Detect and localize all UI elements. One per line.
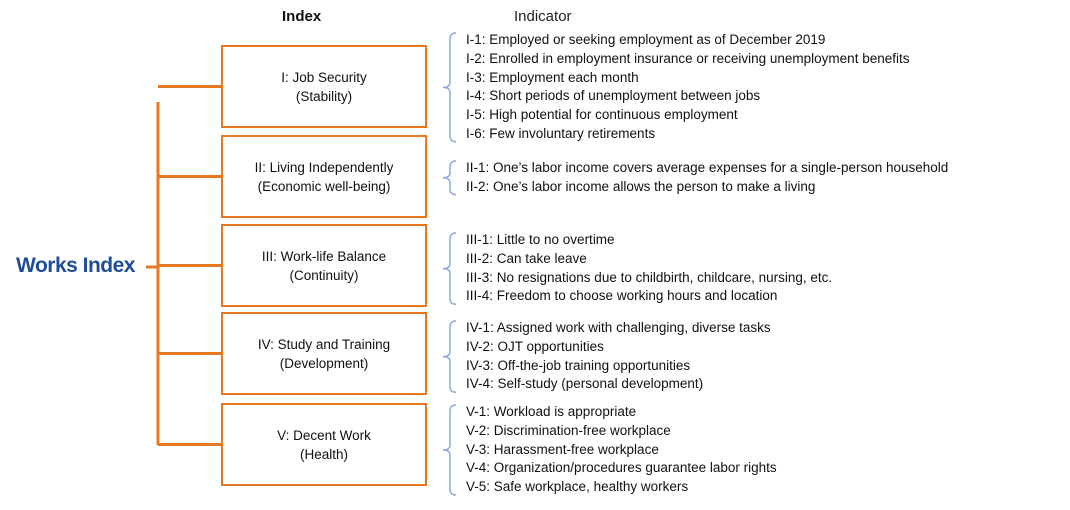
indicator-item: V-2: Discrimination-free workplace: [466, 422, 671, 438]
indicator-item: III-1: Little to no overtime: [466, 232, 615, 247]
indicator-item: IV-4: Self-study (personal development): [466, 376, 704, 392]
indicator-column-header: Indicator: [514, 8, 572, 25]
indicator-item: V-5: Safe workplace, healthy workers: [466, 479, 689, 495]
indicator-item: IV-1: Assigned work with challenging, diverse tasks: [466, 320, 771, 335]
index-subtitle: (Development): [279, 355, 369, 371]
index-title: II: Living Independently: [254, 159, 394, 175]
indicator-item: III-2: Can take leave: [466, 250, 587, 266]
index-subtitle: (Economic well-being): [257, 178, 391, 194]
indicator-brace: [443, 233, 456, 304]
indicator-item: V-4: Organization/procedures guarantee labor rights: [466, 460, 777, 476]
index-title: I: Job Security: [281, 69, 367, 85]
index-box: [221, 45, 427, 128]
index-box: [221, 403, 427, 486]
indicator-group: [466, 319, 771, 394]
index-title: V: Decent Work: [277, 427, 371, 443]
indicator-item: III-4: Freedom to choose working hours and location: [466, 288, 778, 304]
indicator-brace: [443, 161, 456, 195]
index-box: [221, 312, 427, 395]
indicator-item: II-1: One’s labor income covers average expenses for a single-person household: [466, 160, 949, 175]
index-subtitle: (Stability): [295, 88, 353, 104]
indicator-group: [466, 159, 948, 197]
index-box: [221, 224, 427, 307]
works-index-logo: Works Index: [16, 254, 135, 277]
index-subtitle: (Continuity): [289, 267, 359, 283]
indicator-item: V-3: Harassment-free workplace: [466, 441, 659, 457]
indicator-item: II-2: One’s labor income allows the person to make a living: [466, 178, 816, 194]
indicator-brace: [443, 321, 456, 392]
indicator-item: IV-2: OJT opportunities: [466, 338, 604, 354]
index-title: III: Work-life Balance: [261, 248, 387, 264]
indicator-item: I-1: Employed or seeking employment as of December 2019: [466, 32, 826, 47]
indicator-item: I-6: Few involuntary retirements: [466, 125, 656, 141]
indicator-brace: [443, 405, 456, 495]
indicator-item: I-2: Enrolled in employment insurance or receiving unemployment benefits: [466, 50, 910, 66]
indicator-item: I-5: High potential for continuous employment: [466, 107, 738, 123]
indicator-group: [466, 403, 777, 497]
indicator-item: I-4: Short periods of unemployment between jobs: [466, 88, 761, 104]
index-subtitle: (Health): [299, 446, 348, 462]
indicator-brace: [443, 33, 456, 142]
indicator-item: I-3: Employment each month: [466, 69, 639, 85]
index-title: IV: Study and Training: [257, 336, 391, 352]
indicator-group: [466, 231, 832, 306]
indicator-item: IV-3: Off-the-job training opportunities: [466, 357, 691, 373]
indicator-group: [466, 31, 909, 144]
indicator-item: V-1: Workload is appropriate: [466, 404, 637, 419]
index-column-header: Index: [282, 8, 322, 25]
index-box: [221, 135, 427, 218]
indicator-item: III-3: No resignations due to childbirth, childcare, nursing, etc.: [466, 269, 833, 285]
